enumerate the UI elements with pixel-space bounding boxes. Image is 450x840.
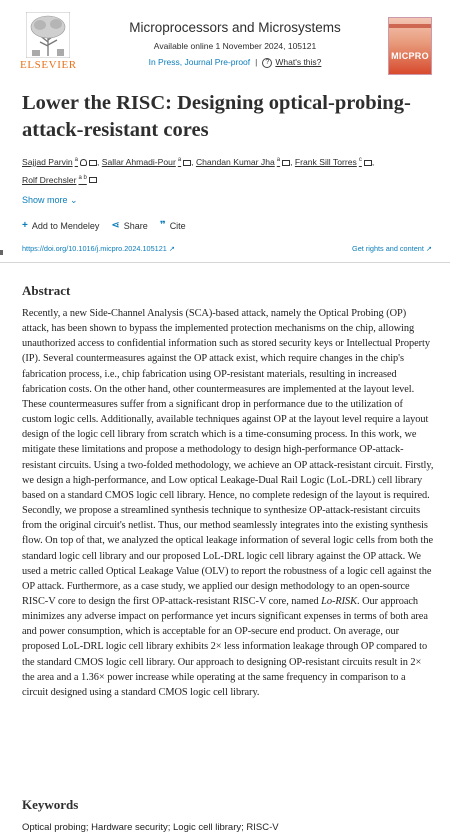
add-to-mendeley-button[interactable] [22, 220, 99, 231]
separator: | [255, 57, 258, 67]
elsevier-logo[interactable] [20, 12, 76, 70]
core-name: Lo-RISK [321, 595, 357, 607]
email-icon [89, 177, 97, 183]
journal-links [95, 57, 375, 68]
email-icon [282, 160, 290, 166]
abstract-heading: Abstract [22, 283, 71, 298]
show-more-label: Show more [22, 195, 68, 205]
doi-row [22, 244, 432, 253]
author-affiliation: a [177, 157, 182, 163]
rights-link[interactable] [352, 244, 432, 253]
show-more-button[interactable] [22, 195, 78, 206]
doi-text: https://doi.org/10.1016/j.micpro.2024.105121 [22, 244, 167, 253]
external-link-icon: ↗ [425, 244, 432, 253]
help-icon: ? [262, 58, 272, 68]
cover-stripe [389, 24, 431, 28]
journal-info [95, 20, 375, 68]
publisher-name: ELSEVIER [20, 59, 77, 71]
author-name: Sallar Ahmadi-Pour [101, 156, 176, 167]
share-label: Share [123, 220, 148, 231]
article-header [0, 0, 450, 80]
plus-icon: + [22, 220, 28, 231]
author-list: Sajjad Parvin $^a$ , Sallar Ahmadi-Pour $^a$ , Chandan Kumar Jha $^a$ , Frank Sill Torres $^c$ , Rolf Drechsler $^{a b}$ [22, 156, 375, 185]
person-icon [80, 159, 87, 166]
author-affiliation: a [74, 157, 78, 163]
share-button[interactable] [111, 220, 147, 231]
section-divider [0, 262, 450, 263]
cite-button[interactable] [160, 220, 186, 231]
author-name: Sajjad Parvin [22, 156, 73, 167]
author-link[interactable] [22, 175, 97, 185]
author-link[interactable] [196, 157, 290, 167]
cover-title: MICPRO [391, 51, 429, 61]
mendeley-label: Add to Mendeley [31, 220, 100, 231]
quote-icon: ❞ [159, 220, 166, 231]
author-affiliation: a [276, 157, 281, 163]
abstract-body: Recently, a new Side-Channel Analysis (SCA)-based attack, namely the Optical Probing (OP) attack, has been shown to bypass the implemented protection mechanisms on the chip, allowing unauthorized access to confidential information such as stored security keys or Intellectual Property (IP). Several countermeasures against the OP attack exist, which require changes in the chip's fabrication process, i.e., chip fabrication using OP-resistant materials, resulting in increased fabrication costs. On the other hand, other countermeasures are implemented at the layout level. These countermeasures suffer from a significant drop in performance due to the utilization of custom logic cells. Additionally, available techniques against OP at the layout level require a layout design of the logic cell library from scratch which is a time-consuming process. In this work, we mitigate these limitations and propose a methodology to design high-performance OP-attack-resistant circuits. Using a two-folded methodology, we achieve an OP attack-resistant circuit. Firstly, we design a high-performance, and Low optical Leakage-Dual Rail Logic (LoL-DRL) cell library based on a standard CMOS logic cell library. Hence, no complete redesign of the layout is required. Secondly, we propose a streamlined synthesis technique to synthesize OP-attack-resistant circuits from the original circuit's netlist. Thus, our method seamlessly integrates into the existing synthesis flow. On top of that, we analyzed the optical leakage information of several logic cells from both the standard logic cell library and our proposed LoL-DRL logic cell library against the OP attack. We used a metric called Optical Leakage Value (OLV) to report the robustness of a logic cell against the OP attack. Furthermore, as a case study, we applied our design methodology to an open-source RISC-V core to design the first OP-attack-resistant RISC-V core, named [22, 308, 434, 607]
abstract-body-end: . Our approach minimizes any adverse impact on performance yet incurs significant expenses in terms of both area and power consumption, which is acceptable for an OP-secure end product. On average, our proposed LoL-DRL logic cell library exhibits 2× less information leakage through OP compared to the standard CMOS logic cell library. Our approach to designing OP-resistant circuits result in 2× the area and a 1.36× power increase while operating at the same frequency in comparison to a circuit designed using a standard CMOS logic cell library. [22, 595, 428, 698]
available-online: Available online 1 November 2024, 105121 [153, 41, 317, 51]
share-icon: ⋖ [111, 220, 120, 231]
journal-cover-image[interactable] [388, 17, 432, 75]
elsevier-tree-icon [26, 12, 70, 58]
rights-text: Get rights and content [352, 244, 424, 253]
author-name: Chandan Kumar Jha [195, 156, 275, 167]
author-link[interactable] [102, 157, 191, 167]
author-link[interactable] [295, 157, 372, 167]
journal-title[interactable]: Microprocessors and Microsystems [129, 20, 341, 35]
author-name: Rolf Drechsler [22, 174, 77, 185]
doi-link[interactable] [22, 244, 175, 253]
page-edge-marker [0, 250, 3, 255]
author-link[interactable] [22, 157, 97, 167]
email-icon [89, 160, 97, 166]
cite-label: Cite [169, 220, 186, 231]
chevron-down-icon: ⌄ [70, 195, 78, 205]
abstract-text [22, 306, 434, 700]
external-link-icon: ↗ [168, 244, 175, 253]
whats-this-link[interactable]: What's this? [275, 57, 322, 67]
article-actions [22, 220, 186, 231]
keywords-heading: Keywords [22, 797, 79, 812]
journal-status-link[interactable]: In Press, Journal Pre-proof [148, 57, 251, 67]
email-icon [183, 160, 191, 166]
author-affiliation: c [358, 157, 362, 163]
article-title: Lower the RISC: Designing optical-probing-attack-resistant cores [22, 92, 411, 141]
keywords-list: Optical probing; Hardware security; Logic cell library; RISC-V [22, 822, 279, 833]
author-affiliation: a b [78, 174, 87, 181]
author-name: Frank Sill Torres [294, 156, 357, 167]
email-icon [364, 160, 372, 166]
